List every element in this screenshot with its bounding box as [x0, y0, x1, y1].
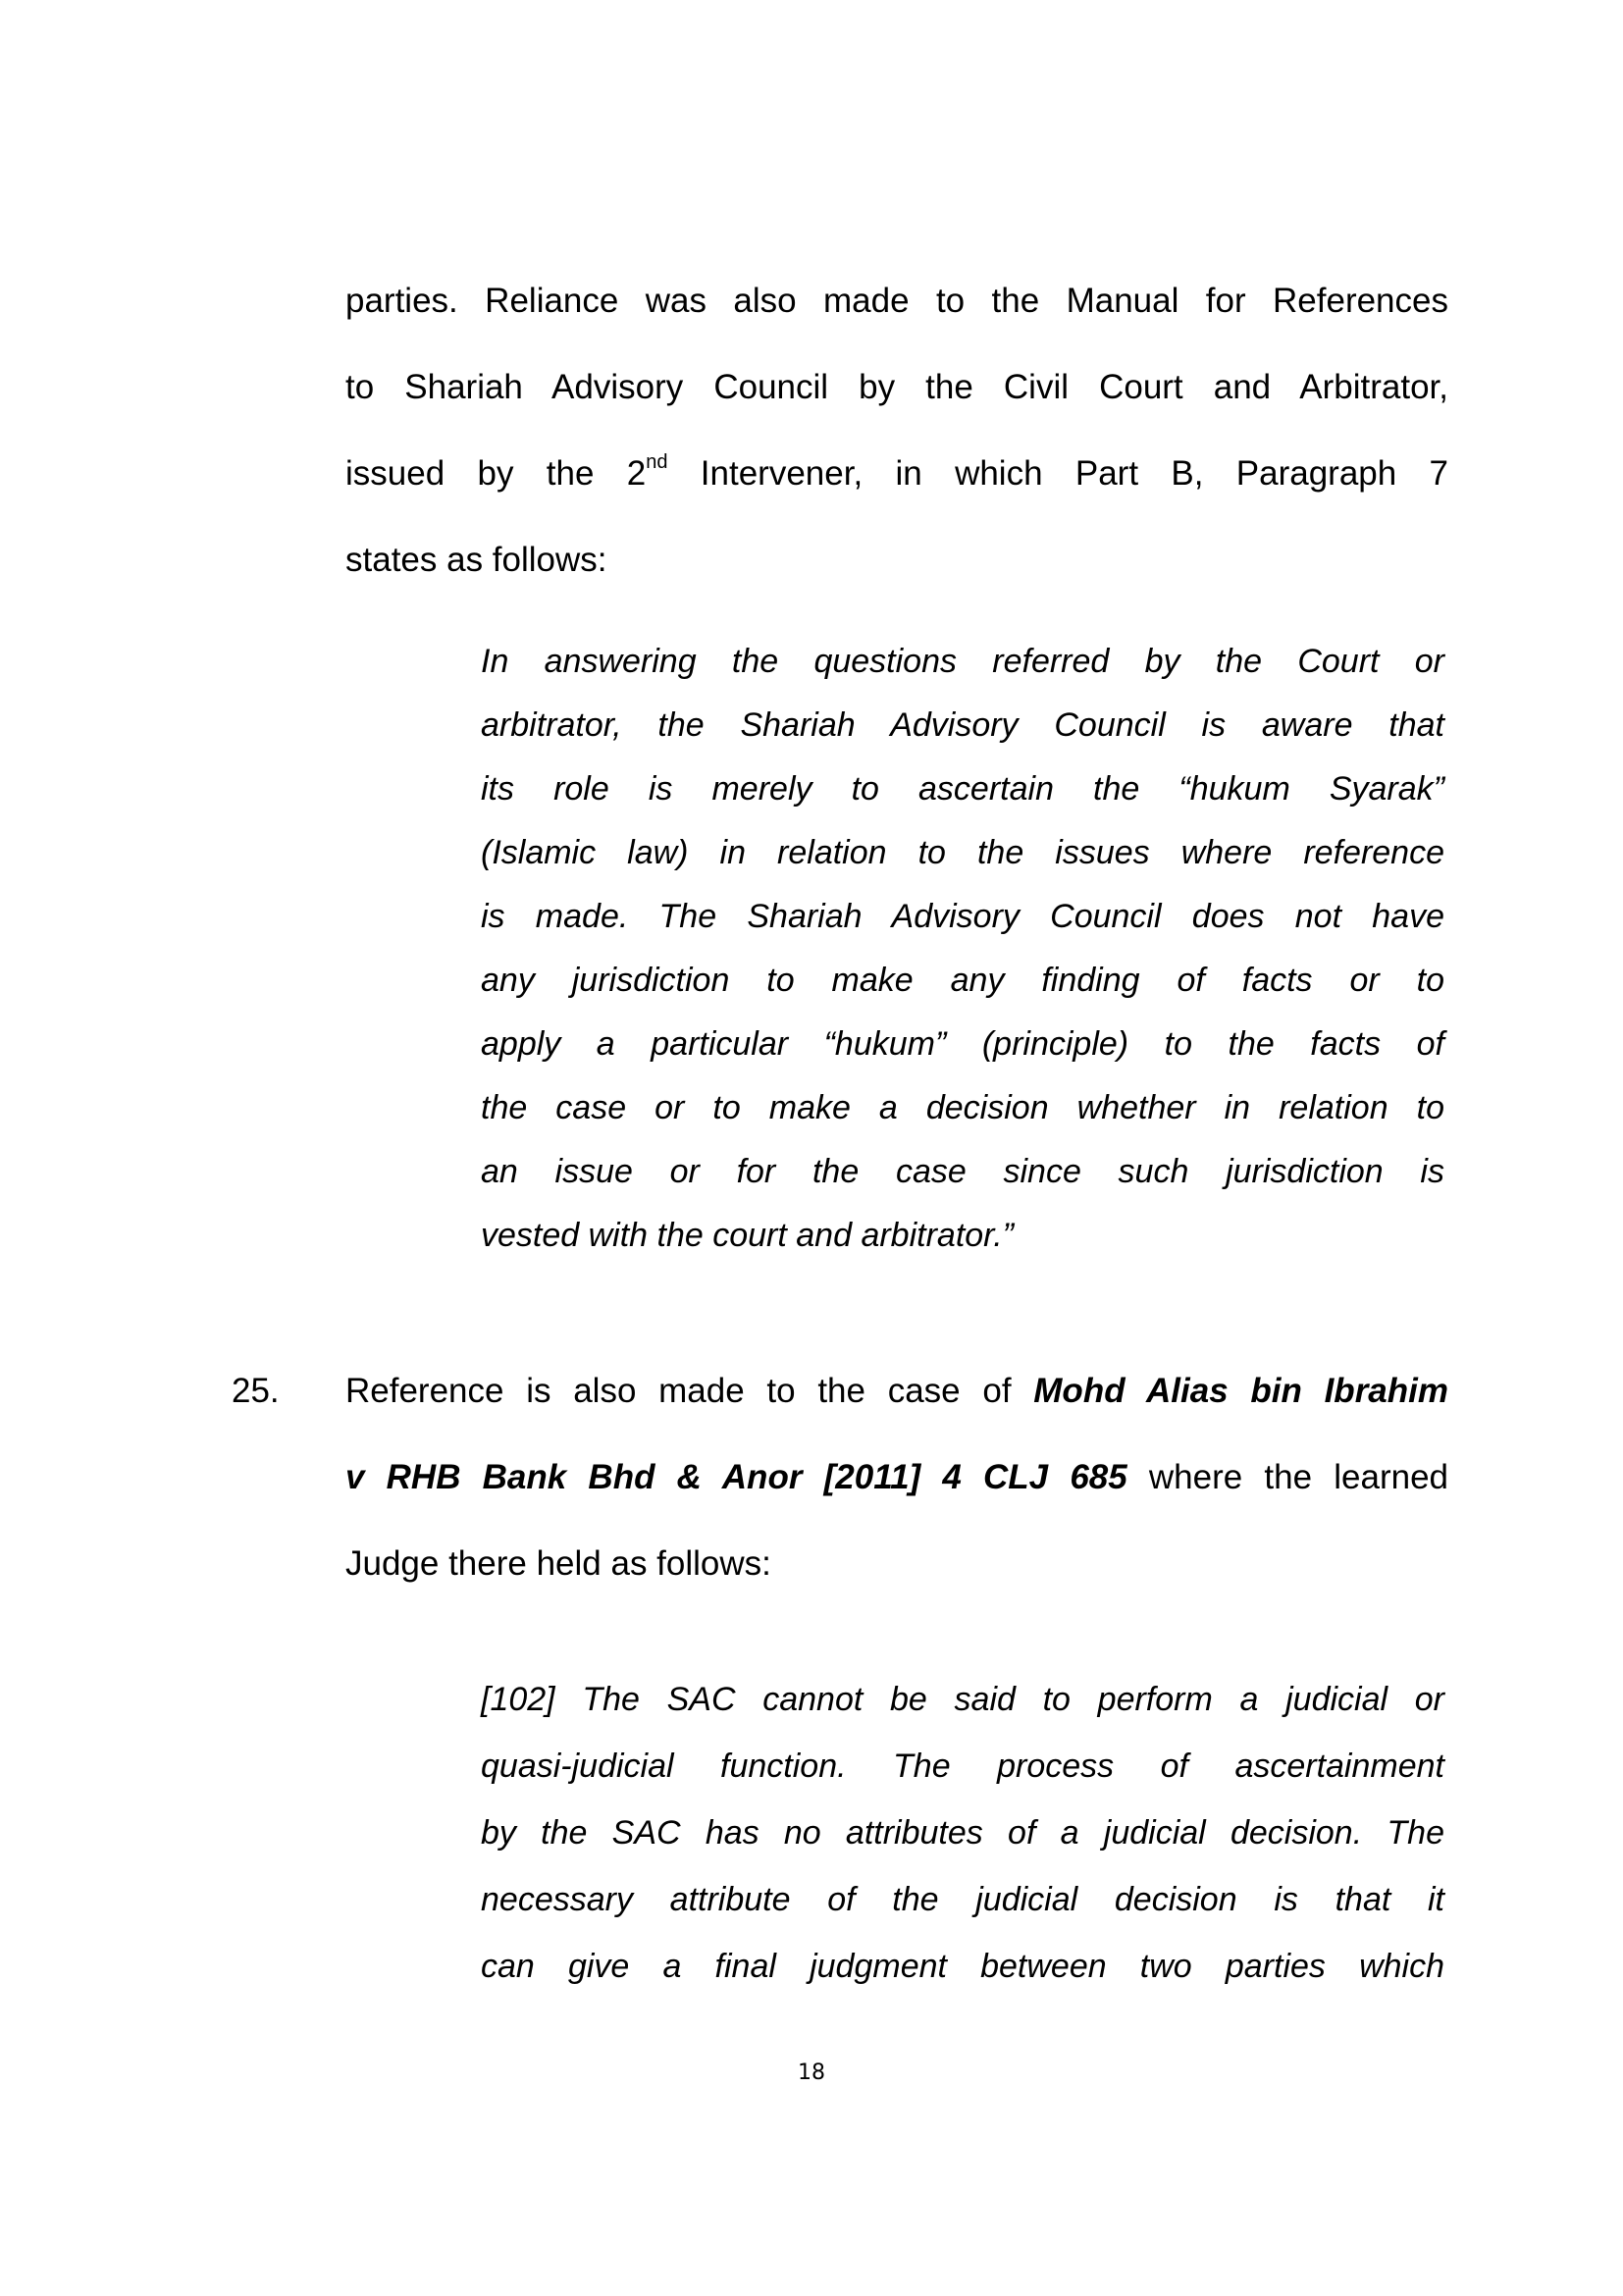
quote2-line-1 — [481, 1680, 1444, 1719]
quote1-line-8-text: the case or to make a decision whether in relation to — [481, 1089, 1444, 1126]
body-line-3-pre: issued by the 2 — [345, 454, 647, 493]
case-citation-part-1: Mohd Alias bin Ibrahim — [1033, 1372, 1448, 1410]
quote2-line-1-text: [102] The SAC cannot be said to perform a judicial or — [481, 1681, 1444, 1718]
quote1-line-1-text: In answering the questions referred by the Court or — [481, 643, 1444, 680]
quote1-line-3 — [481, 769, 1444, 809]
quote1-line-10-text: vested with the court and arbitrator.” — [481, 1217, 1015, 1254]
quote1-line-4-text: (Islamic law) in relation to the issues where reference — [481, 834, 1444, 871]
para25-line-2-post: where the learned — [1126, 1458, 1448, 1496]
para25-line-3 — [345, 1544, 771, 1584]
para25-line-2 — [345, 1458, 1448, 1497]
quote1-line-1 — [481, 642, 1444, 681]
quote2-line-2-text: quasi-judicial function. The process of ascertainment — [481, 1748, 1444, 1785]
body-line-4 — [345, 541, 607, 580]
quote1-line-6 — [481, 961, 1444, 1000]
body-line-3 — [345, 451, 1449, 494]
quote1-line-3-text: its role is merely to ascertain the “hukum Syarak” — [481, 770, 1444, 808]
quote1-line-5 — [481, 897, 1444, 936]
quote1-line-9-text: an issue or for the case since such jurisdiction is — [481, 1153, 1444, 1190]
para25-line-2-content — [345, 1458, 1448, 1496]
quote2-line-4 — [481, 1880, 1444, 1919]
quote1-line-2 — [481, 705, 1444, 745]
body-line-3-post: Intervener, in which Part B, Paragraph 7 — [667, 454, 1449, 493]
quote2-line-3 — [481, 1813, 1444, 1852]
body-line-3-content — [345, 451, 1449, 493]
quote1-line-7 — [481, 1024, 1444, 1064]
page-number-text: 18 — [798, 2061, 825, 2085]
quote2-line-3-text: by the SAC has no attributes of a judicial decision. The — [481, 1814, 1444, 1852]
para25-line-1-pre: Reference is also made to the case of — [345, 1372, 1034, 1410]
quote2-line-4-text: necessary attribute of the judicial decision is that it — [481, 1881, 1444, 1918]
page-number — [0, 2061, 1623, 2085]
quote1-line-9 — [481, 1152, 1444, 1191]
quote2-line-5 — [481, 1947, 1444, 1986]
quote1-line-8 — [481, 1088, 1444, 1127]
body-line-1 — [345, 282, 1448, 321]
quote2-line-2 — [481, 1747, 1444, 1786]
body-line-2 — [345, 368, 1448, 407]
para25-line-1-content — [345, 1372, 1448, 1410]
ordinal-suffix: nd — [646, 451, 668, 474]
quote1-line-2-text: arbitrator, the Shariah Advisory Council is aware that — [481, 706, 1444, 744]
paragraph-number-text: 25. — [232, 1372, 280, 1410]
quote1-line-7-text: apply a particular “hukum” (principle) to the facts of — [481, 1025, 1444, 1063]
quote1-line-10 — [481, 1216, 1014, 1255]
para25-line-3-text: Judge there held as follows: — [345, 1544, 771, 1583]
quote2-line-5-text: can give a final judgment between two parties which — [481, 1948, 1444, 1985]
case-citation-part-2: v RHB Bank Bhd & Anor [2011] 4 CLJ 685 — [345, 1458, 1127, 1496]
para25-line-1 — [345, 1372, 1448, 1411]
quote1-line-4 — [481, 833, 1444, 872]
body-line-4-text: states as follows: — [345, 541, 607, 579]
quote1-line-6-text: any jurisdiction to make any finding of facts or to — [481, 962, 1444, 999]
paragraph-number — [232, 1372, 280, 1411]
body-line-1-text: parties. Reliance was also made to the Manual for References — [345, 282, 1448, 320]
quote1-line-5-text: is made. The Shariah Advisory Council does not have — [481, 898, 1444, 935]
body-line-2-text: to Shariah Advisory Council by the Civil Court and Arbitrator, — [345, 368, 1448, 406]
